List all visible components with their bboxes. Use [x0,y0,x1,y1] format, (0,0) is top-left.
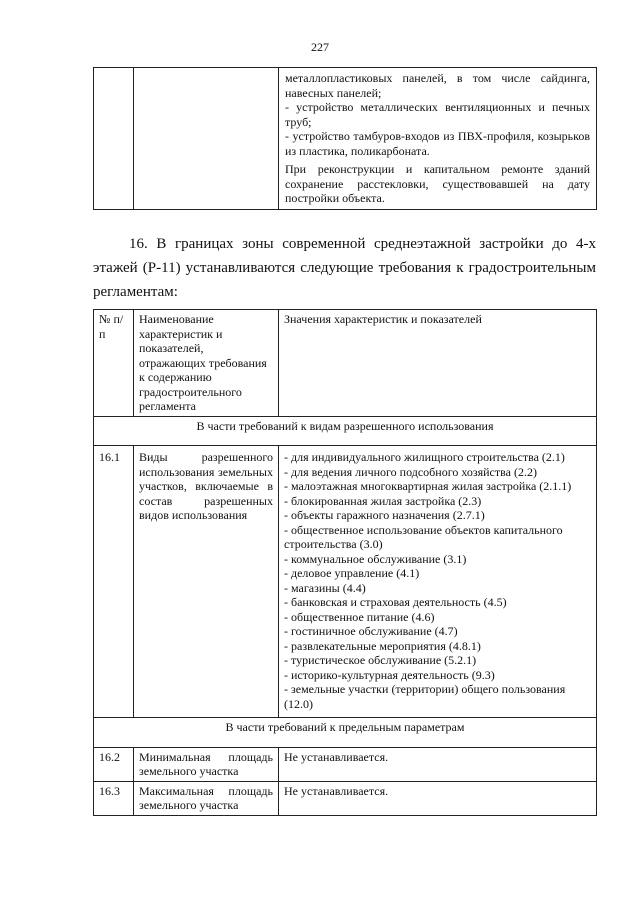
empty-cell [134,68,279,210]
list-item: - земельные участки (территории) общего пользования (12.0) [284,682,566,711]
list-item: - банковская и страховая деятельность (4.5) [284,595,507,609]
list-item: - блокированная жилая застройка (2.3) [284,493,482,508]
list-item: - объекты гаражного назначения (2.7.1) [284,508,485,522]
requirements-cell [279,68,597,210]
row-num: 16.1 [94,446,134,718]
list-item: - коммунальное обслуживание (3.1) [284,551,467,566]
continued-table [93,67,597,210]
list-item: - магазины (4.4) [284,580,366,595]
row-name: Виды разрешенного использования земельных участков, включаемые в состав разрешенных видов использования [134,446,279,718]
requirements-table [93,309,597,816]
header-name: Наименование характеристик и показателей, отражающих требования к содержанию градостроительного регламента [134,310,279,417]
page-number: 227 [311,40,329,54]
section-title: В части требований к предельным параметрам [94,718,597,748]
text-line: При реконструкции и капитальном ремонте зданий сохранение расстекловки, существовавшей на дату постройки объекта. [285,162,590,205]
paragraph-text: 16. В границах зоны современной среднеэтажной застройки до 4-х этажей (Р-11) устанавливаются следующие требования к градостроительным регламентам: [93,236,596,300]
text-line: металлопластиковых панелей, в том числе сайдинга, навесных панелей; [285,71,590,100]
list-item: - общественное использование объектов капитального строительства (3.0) [284,522,563,551]
row-num: 16.2 [94,747,134,781]
table-row [94,446,597,718]
list-item: - деловое управление (4.1) [284,566,420,580]
row-value: Не устанавливается. [279,781,597,815]
table-row [94,68,597,210]
list-item: - туристическое обслуживание (5.2.1) [284,653,477,667]
text-line: - устройство тамбуров-входов из ПВХ-профиля, козырьков из пластика, поликарбоната. [285,129,590,158]
section-title: В части требований к видам разрешенного использования [94,416,597,446]
section-row [94,718,597,748]
row-name: Максимальная площадь земельного участка [134,781,279,815]
table-row [94,747,597,781]
text-line: - устройство металлических вентиляционных и печных труб; [285,100,590,129]
header-values: Значения характеристик и показателей [279,310,597,417]
list-item: - историко-культурная деятельность (9.3) [284,667,495,682]
list-item: - гостиничное обслуживание (4.7) [284,624,458,638]
section-paragraph [93,232,596,304]
list-item: - развлекательные мероприятия (4.8.1) [284,638,481,653]
list-item: - малоэтажная многоквартирная жилая застройка (2.1.1) [284,479,572,493]
empty-cell [94,68,134,210]
table-header-row [94,310,597,417]
row-num: 16.3 [94,781,134,815]
table-row [94,781,597,815]
header-num: № п/п [94,310,134,417]
section-row [94,416,597,446]
row-value: Не устанавливается. [279,747,597,781]
row-name: Минимальная площадь земельного участка [134,747,279,781]
list-item: - для индивидуального жилищного строительства (2.1) [284,450,565,464]
list-item: - общественное питание (4.6) [284,609,435,624]
allowed-uses-list [279,446,597,718]
list-item: - для ведения личного подсобного хозяйства (2.2) [284,464,537,479]
